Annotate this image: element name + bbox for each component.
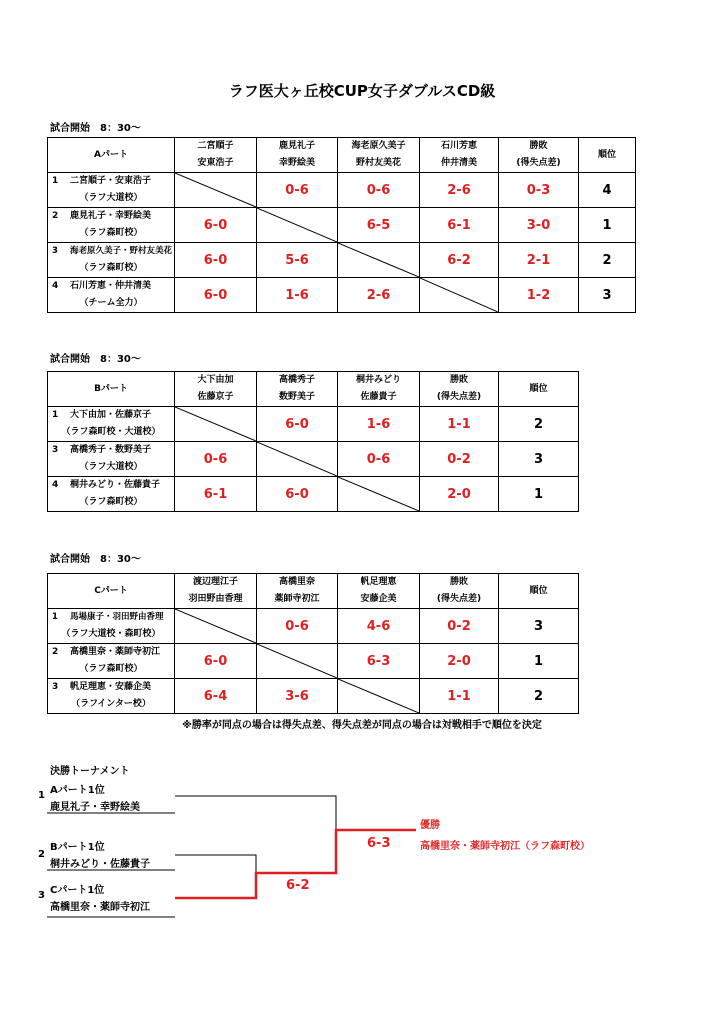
score-cell: 6-0 bbox=[175, 243, 257, 278]
col-header: 海老原久美子 野村友美花 bbox=[338, 138, 420, 173]
score-cell: 6-0 bbox=[175, 208, 257, 243]
result-cell: 2-1 bbox=[499, 243, 579, 278]
score-cell: 6-3 bbox=[338, 644, 420, 679]
entry-part: Bパート1位 bbox=[50, 842, 105, 853]
score-cell: 6-5 bbox=[338, 208, 420, 243]
score-cell: 6-0 bbox=[257, 407, 338, 442]
player-cell: 2 鹿見礼子・幸野絵美 （ラフ森町校） bbox=[48, 208, 175, 243]
col-header: 渡辺理江子 羽田野由香理 bbox=[175, 574, 257, 609]
player-cell: 3 高橋秀子・数野美子 （ラフ大道校） bbox=[48, 442, 175, 477]
col-header: 大下由加 佐藤京子 bbox=[175, 372, 257, 407]
col-header: 二宮順子 安東浩子 bbox=[175, 138, 257, 173]
col-result-header: 勝敗 (得失点差) bbox=[420, 372, 499, 407]
score-cell: 2-6 bbox=[420, 173, 499, 208]
score-cell: 6-2 bbox=[420, 243, 499, 278]
entry-part: Cパート1位 bbox=[50, 885, 105, 896]
winner-label: 優勝 bbox=[420, 820, 440, 831]
entry-names: 高橋里奈・薬師寺初江 bbox=[50, 902, 150, 913]
score-cell: 4-6 bbox=[338, 609, 420, 644]
result-cell: 0-3 bbox=[499, 173, 579, 208]
result-cell: 3-0 bbox=[499, 208, 579, 243]
final-title: 決勝トーナメント bbox=[50, 766, 130, 777]
entry-part: Aパート1位 bbox=[50, 785, 105, 796]
result-cell: 1-1 bbox=[420, 679, 499, 714]
page-title: ラフ医大ヶ丘校CUP女子ダブルスCD級 bbox=[228, 82, 496, 100]
player-cell: 2 高橋里奈・薬師寺初江 （ラフ森町校） bbox=[48, 644, 175, 679]
player-cell: 3 帆足理恵・安藤企美 （ラフインター校） bbox=[48, 679, 175, 714]
result-cell: 2-0 bbox=[420, 477, 499, 512]
col-result-header: 勝敗 (得失点差) bbox=[420, 574, 499, 609]
col-rank-header: 順位 bbox=[499, 372, 579, 407]
player-cell: 1 大下由加・佐藤京子 （ラフ森町校・大道校） bbox=[48, 407, 175, 442]
col-header: 桐井みどり 佐藤貴子 bbox=[338, 372, 420, 407]
score-cell: 0-6 bbox=[338, 442, 420, 477]
rank-cell: 3 bbox=[499, 609, 579, 644]
rank-cell: 2 bbox=[499, 407, 579, 442]
player-cell: 4 桐井みどり・佐藤貴子 （ラフ森町校） bbox=[48, 477, 175, 512]
player-cell: 1 馬場康子・羽田野由香理 （ラフ大道校・森町校） bbox=[48, 609, 175, 644]
rank-cell: 3 bbox=[499, 442, 579, 477]
score-cell: 2-6 bbox=[338, 278, 420, 313]
rank-cell: 2 bbox=[499, 679, 579, 714]
entry-names: 桐井みどり・佐藤貴子 bbox=[50, 859, 150, 870]
part-c-header: Cパート bbox=[48, 574, 175, 609]
col-header: 石川芳恵 仲井清美 bbox=[420, 138, 499, 173]
col-header: 高橋秀子 数野美子 bbox=[257, 372, 338, 407]
entry-number: 1 bbox=[38, 790, 45, 801]
score-cell: 6-4 bbox=[175, 679, 257, 714]
score-cell: 0-6 bbox=[257, 609, 338, 644]
rank-cell: 1 bbox=[579, 208, 636, 243]
entry-names: 鹿見礼子・幸野絵美 bbox=[50, 802, 140, 813]
entry-number: 2 bbox=[38, 849, 45, 860]
result-cell: 1-2 bbox=[499, 278, 579, 313]
final-score: 6-3 bbox=[367, 836, 391, 851]
score-cell: 0-6 bbox=[257, 173, 338, 208]
winner-name: 高橋里奈・薬師寺初江（ラフ森町校） bbox=[420, 841, 590, 852]
col-header: 鹿見礼子 幸野絵美 bbox=[257, 138, 338, 173]
part-a-header: Aパート bbox=[48, 138, 175, 173]
score-cell: 6-0 bbox=[175, 278, 257, 313]
col-header: 帆足理恵 安藤企美 bbox=[338, 574, 420, 609]
rank-cell: 1 bbox=[499, 477, 579, 512]
result-cell: 1-1 bbox=[420, 407, 499, 442]
score-cell: 6-1 bbox=[175, 477, 257, 512]
result-cell: 0-2 bbox=[420, 609, 499, 644]
col-header: 高橋里奈 薬師寺初江 bbox=[257, 574, 338, 609]
player-cell: 4 石川芳恵・仲井清美 （チーム全力） bbox=[48, 278, 175, 313]
tiebreak-note: ※勝率が同点の場合は得失点差、得失点差が同点の場合は対戦相手で順位を決定 bbox=[182, 720, 542, 731]
part-b-header: Bパート bbox=[48, 372, 175, 407]
score-cell: 6-0 bbox=[175, 644, 257, 679]
score-cell: 3-6 bbox=[257, 679, 338, 714]
entry-number: 3 bbox=[38, 890, 45, 901]
result-cell: 0-2 bbox=[420, 442, 499, 477]
rank-cell: 4 bbox=[579, 173, 636, 208]
start-time-b: 試合開始 8：30～ bbox=[50, 354, 141, 365]
start-time-a: 試合開始 8：30～ bbox=[50, 123, 141, 134]
score-cell: 0-6 bbox=[338, 173, 420, 208]
col-rank-header: 順位 bbox=[579, 138, 636, 173]
player-cell: 3 海老原久美子・野村友美花 （ラフ森町校） bbox=[48, 243, 175, 278]
score-cell: 1-6 bbox=[257, 278, 338, 313]
score-cell: 6-0 bbox=[257, 477, 338, 512]
score-cell: 1-6 bbox=[338, 407, 420, 442]
rank-cell: 1 bbox=[499, 644, 579, 679]
start-time-c: 試合開始 8：30～ bbox=[50, 554, 141, 565]
score-cell: 5-6 bbox=[257, 243, 338, 278]
rank-cell: 3 bbox=[579, 278, 636, 313]
player-cell: 1 二宮順子・安東浩子 （ラフ大道校） bbox=[48, 173, 175, 208]
result-cell: 2-0 bbox=[420, 644, 499, 679]
score-cell: 6-1 bbox=[420, 208, 499, 243]
score-cell: 0-6 bbox=[175, 442, 257, 477]
semi-score: 6-2 bbox=[286, 878, 310, 893]
col-result-header: 勝敗 (得失点差) bbox=[499, 138, 579, 173]
col-rank-header: 順位 bbox=[499, 574, 579, 609]
rank-cell: 2 bbox=[579, 243, 636, 278]
